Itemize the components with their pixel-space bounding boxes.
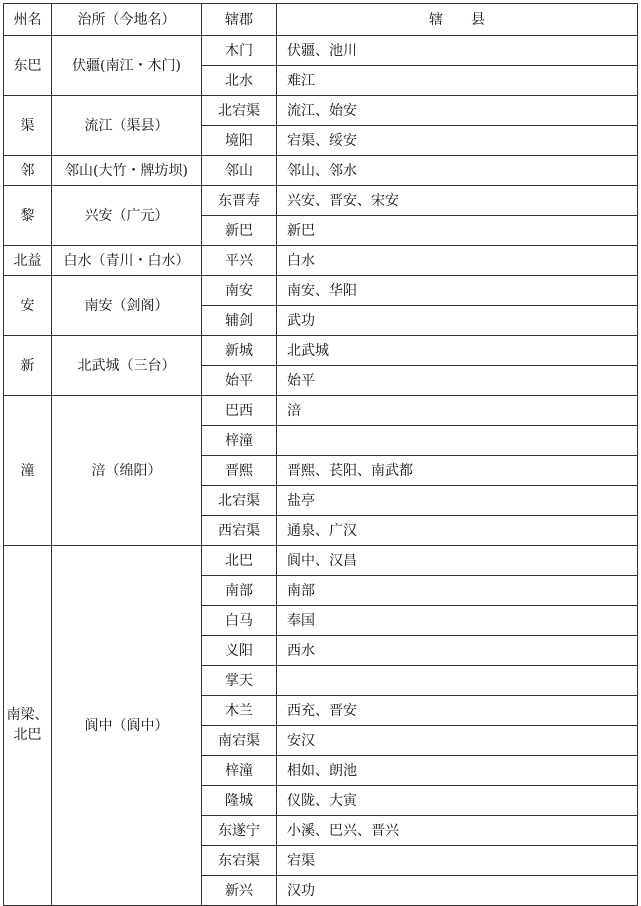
table-row bbox=[4, 96, 638, 126]
commandery-cell: 东宕渠 bbox=[202, 846, 277, 876]
header-state: 州名 bbox=[4, 4, 52, 36]
commandery-cell: 西宕渠 bbox=[202, 516, 277, 546]
table-row bbox=[4, 246, 638, 276]
counties-cell bbox=[277, 666, 638, 696]
counties-cell: 南安、华阳 bbox=[277, 276, 638, 306]
seat-cell: 涪（绵阳） bbox=[52, 396, 202, 546]
counties-cell: 伏疆、池川 bbox=[277, 36, 638, 66]
counties-cell: 汉功 bbox=[277, 876, 638, 906]
commandery-cell: 南宕渠 bbox=[202, 726, 277, 756]
counties-cell: 安汉 bbox=[277, 726, 638, 756]
counties-cell: 西水 bbox=[277, 636, 638, 666]
counties-cell: 宕渠、绥安 bbox=[277, 126, 638, 156]
commandery-cell: 东晋寿 bbox=[202, 186, 277, 216]
seat-cell: 伏疆(南江・木门) bbox=[52, 36, 202, 96]
counties-cell bbox=[277, 426, 638, 456]
table-row bbox=[4, 336, 638, 366]
commandery-cell: 北宕渠 bbox=[202, 96, 277, 126]
commandery-cell: 掌天 bbox=[202, 666, 277, 696]
commandery-cell: 南安 bbox=[202, 276, 277, 306]
table-row bbox=[4, 36, 638, 66]
commandery-cell: 辅剑 bbox=[202, 306, 277, 336]
commandery-cell: 南部 bbox=[202, 576, 277, 606]
counties-cell: 晋熙、苌阳、南武都 bbox=[277, 456, 638, 486]
commandery-cell: 巴西 bbox=[202, 396, 277, 426]
counties-cell: 阆中、汉昌 bbox=[277, 546, 638, 576]
counties-cell: 西充、晋安 bbox=[277, 696, 638, 726]
seat-cell: 南安（剑阁） bbox=[52, 276, 202, 336]
counties-cell: 相如、朗池 bbox=[277, 756, 638, 786]
seat-cell: 兴安（广元） bbox=[52, 186, 202, 246]
counties-cell: 北武城 bbox=[277, 336, 638, 366]
state-name-cell: 安 bbox=[4, 276, 52, 336]
counties-cell: 邻山、邻水 bbox=[277, 156, 638, 186]
seat-cell: 邻山(大竹・牌坊坝) bbox=[52, 156, 202, 186]
seat-cell: 流江（渠县） bbox=[52, 96, 202, 156]
counties-cell: 兴安、晋安、宋安 bbox=[277, 186, 638, 216]
seat-cell: 白水（青川・白水） bbox=[52, 246, 202, 276]
header-seat: 治所（今地名） bbox=[52, 4, 202, 36]
commandery-cell: 白马 bbox=[202, 606, 277, 636]
table-row bbox=[4, 156, 638, 186]
state-name-cell: 渠 bbox=[4, 96, 52, 156]
table-row bbox=[4, 396, 638, 426]
commandery-cell: 邻山 bbox=[202, 156, 277, 186]
commandery-cell: 隆城 bbox=[202, 786, 277, 816]
prefecture-table bbox=[3, 3, 638, 906]
commandery-cell: 晋熙 bbox=[202, 456, 277, 486]
counties-cell: 流江、始安 bbox=[277, 96, 638, 126]
commandery-cell: 木门 bbox=[202, 36, 277, 66]
counties-cell: 仪陇、大寅 bbox=[277, 786, 638, 816]
commandery-cell: 北宕渠 bbox=[202, 486, 277, 516]
commandery-cell: 北巴 bbox=[202, 546, 277, 576]
counties-cell: 新巴 bbox=[277, 216, 638, 246]
commandery-cell: 平兴 bbox=[202, 246, 277, 276]
counties-cell: 通泉、广汉 bbox=[277, 516, 638, 546]
commandery-cell: 新巴 bbox=[202, 216, 277, 246]
state-name-cell: 潼 bbox=[4, 396, 52, 546]
commandery-cell: 梓潼 bbox=[202, 756, 277, 786]
counties-cell: 盐亭 bbox=[277, 486, 638, 516]
counties-cell: 奉国 bbox=[277, 606, 638, 636]
header-row bbox=[4, 4, 638, 36]
commandery-cell: 始平 bbox=[202, 366, 277, 396]
commandery-cell: 木兰 bbox=[202, 696, 277, 726]
state-name-cell: 黎 bbox=[4, 186, 52, 246]
counties-cell: 武功 bbox=[277, 306, 638, 336]
table-row bbox=[4, 276, 638, 306]
counties-cell: 白水 bbox=[277, 246, 638, 276]
commandery-cell: 新城 bbox=[202, 336, 277, 366]
commandery-cell: 梓潼 bbox=[202, 426, 277, 456]
table-body bbox=[4, 36, 638, 906]
commandery-cell: 义阳 bbox=[202, 636, 277, 666]
state-name-cell: 北益 bbox=[4, 246, 52, 276]
commandery-cell: 境阳 bbox=[202, 126, 277, 156]
header-commandery: 辖郡 bbox=[202, 4, 277, 36]
counties-cell: 难江 bbox=[277, 66, 638, 96]
counties-cell: 始平 bbox=[277, 366, 638, 396]
state-name-cell: 邻 bbox=[4, 156, 52, 186]
counties-cell: 涪 bbox=[277, 396, 638, 426]
state-name-cell: 南梁、北巴 bbox=[4, 546, 52, 906]
commandery-cell: 新兴 bbox=[202, 876, 277, 906]
counties-cell: 南部 bbox=[277, 576, 638, 606]
commandery-cell: 东遂宁 bbox=[202, 816, 277, 846]
header-counties: 辖 县 bbox=[277, 4, 638, 36]
counties-cell: 小溪、巴兴、晋兴 bbox=[277, 816, 638, 846]
table-row bbox=[4, 186, 638, 216]
seat-cell: 阆中（阆中） bbox=[52, 546, 202, 906]
seat-cell: 北武城（三台） bbox=[52, 336, 202, 396]
table-row bbox=[4, 546, 638, 576]
counties-cell: 宕渠 bbox=[277, 846, 638, 876]
state-name-cell: 东巴 bbox=[4, 36, 52, 96]
commandery-cell: 北水 bbox=[202, 66, 277, 96]
state-name-cell: 新 bbox=[4, 336, 52, 396]
